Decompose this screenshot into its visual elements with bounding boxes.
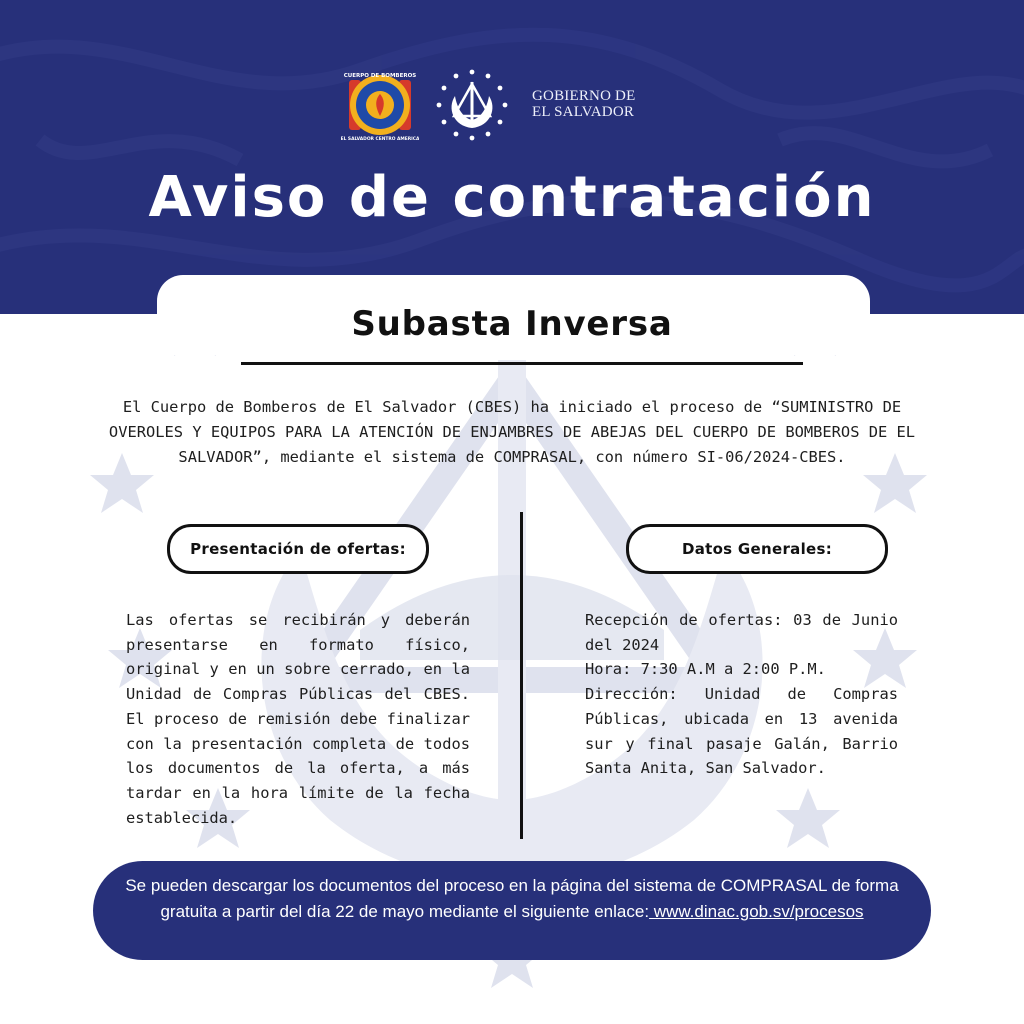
column-divider (520, 512, 523, 839)
header-texture (0, 0, 1024, 314)
government-wordmark (532, 88, 662, 120)
gov-line-1: GOBIERNO DE (532, 88, 636, 104)
firefighter-badge-icon (341, 68, 419, 142)
reception-date: Recepción de ofertas: 03 de Junio del 2024 (585, 611, 898, 654)
procesos-link[interactable]: www.dinac.gob.sv/procesos (649, 901, 864, 921)
cbes-lettering-bottom: EL SALVADOR CENTRO AMERICA (341, 137, 419, 142)
offers-heading: Presentación de ofertas: (167, 524, 429, 574)
header-band (0, 0, 1024, 314)
subtitle: Subasta Inversa (351, 304, 673, 344)
general-data-body (585, 608, 898, 781)
coat-of-arms-icon (435, 68, 509, 142)
subtitle-underline (241, 362, 803, 365)
cbes-lettering-top: CUERPO DE BOMBEROS (343, 73, 417, 79)
intro-paragraph: El Cuerpo de Bomberos de El Salvador (CBES) ha iniciado el proceso de “SUMINISTRO DE OVEROLES Y EQUIPOS PARA LA ATENCIÓN DE ENJAMBRES DE ABEJAS DEL CUERPO DE BOMBEROS DE EL SALVADOR”, mediante el sistema de COMPRASAL, con número SI-06/2024-CBES. (108, 398, 916, 466)
gov-line-2: EL SALVADOR (532, 104, 635, 120)
footer-text: Se pueden descargar los documentos del proceso en la página del sistema de COMPRASAL de forma gratuita a partir del día 22 de mayo mediante el siguiente enlace: (125, 876, 899, 921)
page-title: Aviso de contratación (148, 165, 876, 230)
general-data-heading: Datos Generales: (626, 524, 888, 574)
address: Dirección: Unidad de Compras Públicas, ubicada en 13 avenida sur y final pasaje Galán, Barrio Santa Anita, San Salvador. (585, 685, 898, 778)
logo-row (0, 68, 1024, 142)
reception-hour: Hora: 7:30 A.M a 2:00 P.M. (585, 660, 826, 679)
offers-body: Las ofertas se recibirán y deberán presentarse en formato físico, original y en un sobre cerrado, en la Unidad de Compras Públicas del CBES. El proceso de remisión debe finalizar con la presentación completa de todos los documentos de la oferta, a más tardar en la hora límite de la fecha establecida. (126, 611, 470, 827)
footer-text-block (120, 873, 904, 924)
watermark-star-icon (776, 788, 840, 848)
